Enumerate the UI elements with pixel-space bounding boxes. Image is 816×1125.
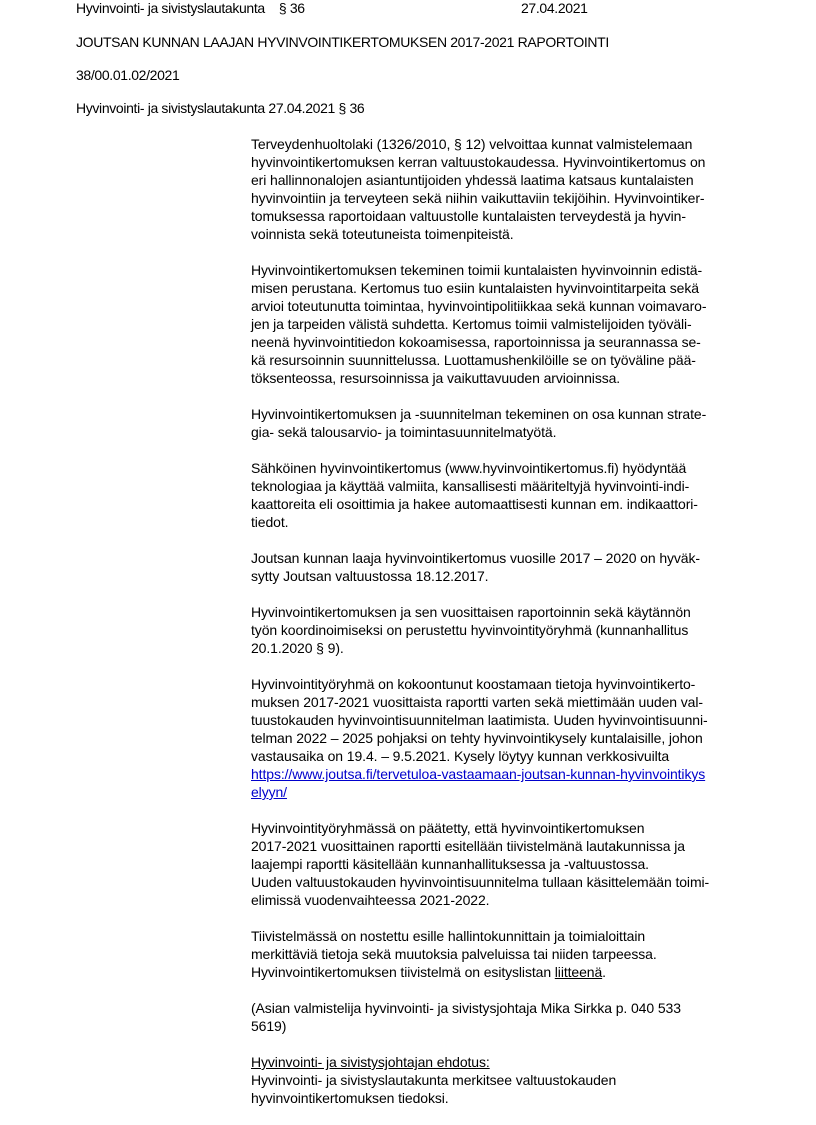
paragraph-5	[251, 549, 751, 585]
text-line: 2017-2021 vuosittainen raportti esitellään tiivistelmänä lautakunnissa ja	[251, 838, 685, 854]
text-line: Sähköinen hyvinvointikertomus (www.hyvinvointikertomus.fi) hyödyntää	[251, 460, 687, 476]
text-line: vastausaika on 19.4. – 9.5.2021. Kysely löytyy kunnan verkkosivuilta	[251, 748, 670, 764]
header-board: Hyvinvointi- ja sivistyslautakunta	[76, 0, 265, 16]
meeting-line: Hyvinvointi- ja sivistyslautakunta 27.04.2021 § 36	[76, 100, 365, 116]
text-line: kä resursoinnin suunnittelussa. Luottamushenkilöille se on työväline pää-	[251, 352, 696, 368]
paragraph-4	[251, 459, 751, 531]
text-line: elimissä vuodenvaihteessa 2021-2022.	[251, 892, 490, 908]
text-line: telman 2022 – 2025 pohjaksi on tehty hyvinvointikysely kuntalaisille, johon	[251, 730, 703, 746]
text-line: tiedot.	[251, 514, 289, 530]
text-line: 5619)	[251, 1018, 287, 1034]
text-line: Hyvinvointikertomuksen ja -suunnitelman tekeminen on osa kunnan strate-	[251, 406, 707, 422]
text-line: misen perustana. Kertomus tuo esiin kuntalaisten hyvinvointitarpeita sekä	[251, 280, 699, 296]
attachment-link[interactable]: liitteenä	[554, 964, 603, 980]
text-line: Hyvinvointityöryhmä on kokoontunut koostamaan tietoja hyvinvointikerto-	[251, 676, 696, 692]
text-line: Hyvinvointikertomuksen ja sen vuosittaisen raportoinnin sekä käytännön	[251, 604, 691, 620]
text-line: hyvinvointikertomuksen tiedoksi.	[251, 1090, 449, 1106]
paragraph-1	[251, 135, 751, 243]
text-line: Hyvinvointikertomuksen tekeminen toimii kuntalaisten hyvinvoinnin edistä-	[251, 262, 703, 278]
text-line: Tiivistelmässä on nostettu esille hallintokunnittain ja toimialoittain	[251, 928, 646, 944]
text-line: sytty Joutsan valtuustossa 18.12.2017.	[251, 568, 489, 584]
text-line: hyvinvointiin ja terveyteen sekä niihin vaikuttaviin tekijöihin. Hyvinvointiker-	[251, 190, 705, 206]
text-line: 20.1.2020 § 9).	[251, 640, 344, 656]
document-body	[251, 135, 751, 1125]
proposal-heading: Hyvinvointi- ja sivistysjohtajan ehdotus:	[251, 1054, 490, 1070]
paragraph-8	[251, 819, 751, 909]
text-line: töksenteossa, resursoinnissa ja vaikuttavuuden arvioinnissa.	[251, 370, 621, 386]
text-line: muksen 2017-2021 vuosittaista raportti varten sekä miettimään uuden val-	[251, 694, 703, 710]
text-line: tomuksessa raportoidaan valtuustolle kuntalaisten terveydestä ja hyvin-	[251, 208, 686, 224]
text-line: teknologiaa ja käyttää valmiita, kansallisesti määriteltyjä hyvinvointi-indi-	[251, 478, 690, 494]
text-line	[251, 963, 751, 981]
text-line: Uuden valtuustokauden hyvinvointisuunnitelma tullaan käsittelemään toimi-	[251, 874, 710, 890]
text-line: voinnista sekä toteutuneista toimenpiteistä.	[251, 226, 514, 242]
paragraph-6	[251, 603, 751, 657]
text-line: merkittäviä tietoja sekä muutoksia palveluissa tai niiden tarpeessa.	[251, 946, 657, 962]
paragraph-10	[251, 999, 751, 1035]
text-line: (Asian valmistelija hyvinvointi- ja sivistysjohtaja Mika Sirkka p. 040 533	[251, 1000, 681, 1016]
text-line: arvioi toteutunutta toimintaa, hyvinvointipolitiikkaa sekä kunnan voimavaro-	[251, 298, 707, 314]
header-section: § 36	[278, 0, 305, 16]
attachment-prefix: Hyvinvointikertomuksen tiivistelmä on esityslistan	[251, 964, 555, 980]
text-line: tuustokauden hyvinvointisuunnitelman laatimista. Uuden hyvinvointisuunni-	[251, 712, 708, 728]
proposal	[251, 1053, 751, 1107]
text-line: jen ja tarpeiden välistä suhdetta. Kertomus toimii valmistelijoiden työväli-	[251, 316, 692, 332]
survey-link[interactable]	[251, 765, 751, 801]
attachment-suffix: .	[602, 964, 606, 980]
paragraph-3	[251, 405, 751, 441]
text-line: Hyvinvointityöryhmässä on päätetty, että hyvinvointikertomuksen	[251, 820, 645, 836]
text-line: Terveydenhuoltolaki (1326/2010, § 12) velvoittaa kunnat valmistelemaan	[251, 136, 693, 152]
survey-link-line-1[interactable]: https://www.joutsa.fi/tervetuloa-vastaamaan-joutsan-kunnan-hyvinvointikys	[251, 766, 706, 782]
record-number: 38/00.01.02/2021	[76, 67, 180, 83]
text-line: kaattoreita eli osoittimia ja hakee automaattisesti kunnan em. indikaattori-	[251, 496, 698, 512]
survey-link-line-2[interactable]: elyyn/	[251, 784, 287, 800]
text-line: laajempi raportti käsitellään kunnanhallituksessa ja -valtuustossa.	[251, 856, 649, 872]
text-line: neenä hyvinvointitiedon kokoamisessa, raportoinnissa ja seurannassa se-	[251, 334, 701, 350]
paragraph-9	[251, 927, 751, 981]
text-line: työn koordinoimiseksi on perustettu hyvinvointityöryhmä (kunnanhallitus	[251, 622, 689, 638]
text-line: Joutsan kunnan laaja hyvinvointikertomus vuosille 2017 – 2020 on hyväk-	[251, 550, 700, 566]
text-line: eri hallinnonalojen asiantuntijoiden yhdessä laatima katsaus kuntalaisten	[251, 172, 694, 188]
document-title: JOUTSAN KUNNAN LAAJAN HYVINVOINTIKERTOMUKSEN 2017-2021 RAPORTOINTI	[76, 34, 609, 50]
paragraph-2	[251, 261, 751, 387]
paragraph-7	[251, 675, 751, 801]
header-line	[76, 0, 305, 16]
text-line: Hyvinvointi- ja sivistyslautakunta merkitsee valtuustokauden	[251, 1072, 617, 1088]
text-line: hyvinvointikertomuksen kerran valtuustokaudessa. Hyvinvointikertomus on	[251, 154, 706, 170]
header-date: 27.04.2021	[521, 0, 588, 16]
text-line: gia- sekä talousarvio- ja toimintasuunnitelmatyötä.	[251, 424, 557, 440]
